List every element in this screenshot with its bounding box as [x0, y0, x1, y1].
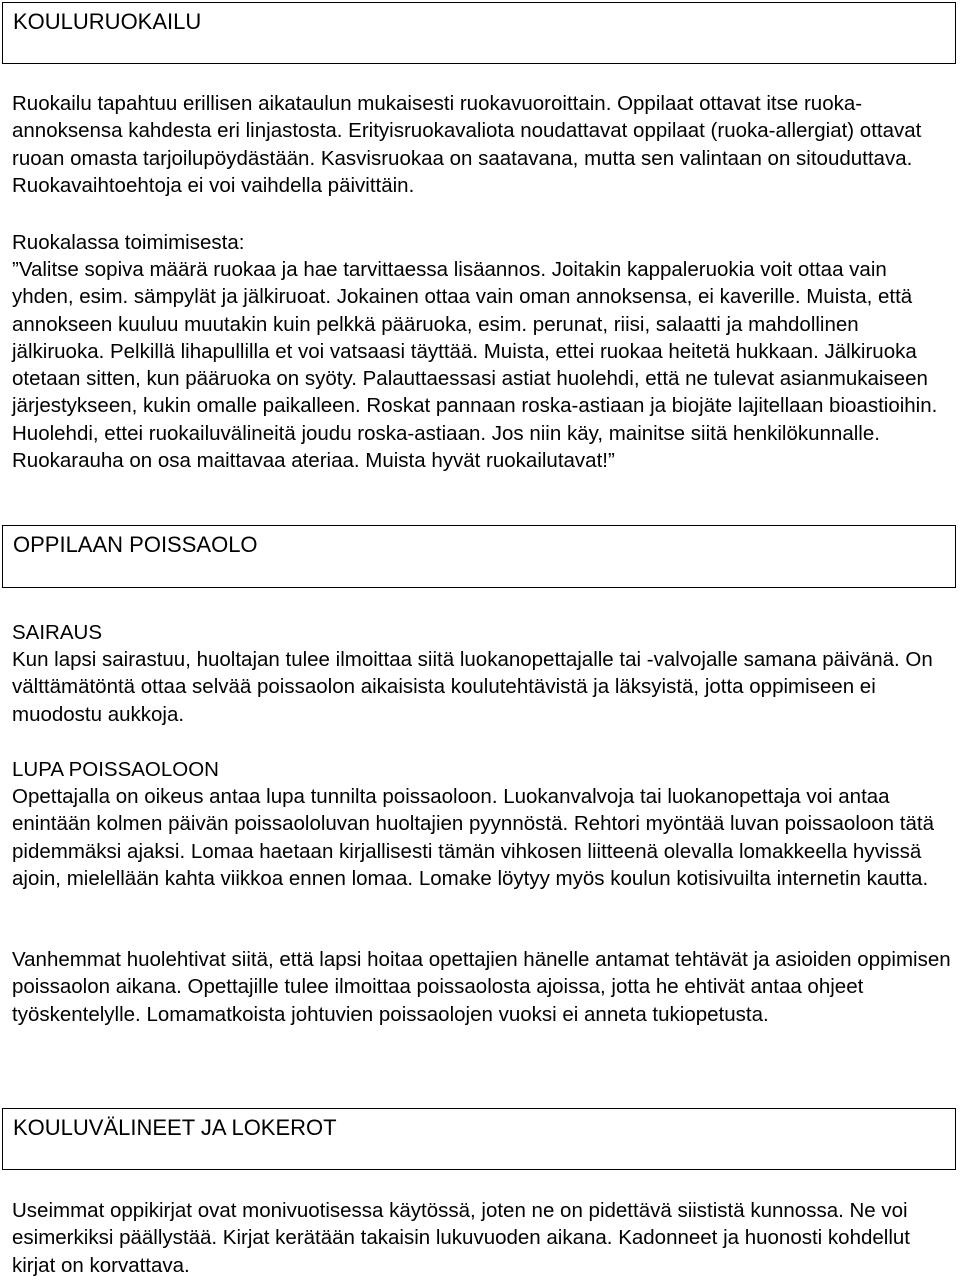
section-heading-kouluruokailu — [2, 2, 956, 64]
section-heading-text: KOULUVÄLINEET JA LOKEROT — [13, 1115, 337, 1140]
paragraph-lupa-poissaoloon: Opettajalla on oikeus antaa lupa tunnilta poissaoloon. Luokanvalvoja tai luokanopettaja voi antaa enintään kolmen päivän poissaololuvan huoltajien pyynnöstä. Rehtori myöntää luvan poissaoloon tätä pidemmäksi ajaksi. Lomaa haetaan kirjallisesti tämän vihkosen liitteenä olevalla lomakkeella hyvissä ajoin, mielellään kahta viikkoa ennen lomaa. Lomake löytyy myös koulun kotisivuilta internetin kautta. — [12, 785, 934, 890]
section-heading-text: OPPILAAN POISSAOLO — [13, 532, 258, 557]
paragraph-vanhemmat: Vanhemmat huolehtivat siitä, että lapsi hoitaa opettajien hänelle antamat tehtävät ja asioiden oppimisen poissaolon aikana. Opettajille tulee ilmoittaa poissaolosta ajoissa, jotta he ehtivät antaa ohjeet työskentelylle. Lomamatkoista johtuvien poissaolojen vuoksi ei anneta tukiopetusta. — [12, 948, 951, 1026]
section-heading-kouluvalineet — [2, 1108, 956, 1170]
paragraph-kouluvalineet: Useimmat oppikirjat ovat monivuotisessa käytössä, joten ne on pidettävä siististä kunnossa. Ne voi esimerkiksi päällystää. Kirjat kerätään takaisin lukuvuoden aikana. Kadonneet ja huonosti kohdellut kirjat on korvattava. — [12, 1199, 910, 1277]
paragraph-ruokalassa-toimimisesta: ”Valitse sopiva määrä ruokaa ja hae tarvittaessa lisäannos. Joitakin kappaleruokia voit ottaa vain yhden, esim. sämpylät ja jälkiruoat. Jokainen ottaa vain oman annoksensa, ei kaverille. Muista, että annokseen kuuluu muutakin kuin pelkkä pääruoka, esim. perunat, riisi, salaatti ja mahdollinen jälkiruoka. Pelkillä lihapullilla et voi vatsaasi täyttää. Muista, ettei ruokaa heitetä hukkaan. Jälkiruoka otetaan sitten, kun pääruoka on syöty. Palauttaessasi astiat huolehdi, että ne tulevat asianmukaiseen järjestykseen, kukin omalle paikalleen. Roskat pannaan roska-astiaan ja biojäte lajitellaan bioastioihin. Huolehdi, ettei ruokailuvälineitä joudu roska-astiaan. Jos niin käy, mainitse siitä henkilökunnalle. Ruokarauha on osa maittavaa ateriaa. Muista hyvät ruokailutavat!” — [12, 258, 938, 473]
section-heading-text: KOULURUOKAILU — [13, 9, 202, 34]
paragraph-sairaus: Kun lapsi sairastuu, huoltajan tulee ilmoittaa siitä luokanopettajalle tai -valvojalle samana päivänä. On välttämätöntä ottaa selvää poissaolon aikaisista koulutehtävistä ja läksyistä, jotta oppimiseen ei muodostu aukkoja. — [12, 648, 933, 726]
subheading-sairaus: SAIRAUS — [12, 621, 102, 644]
paragraph-title-ruokalassa: Ruokalassa toimimisesta: — [12, 231, 245, 254]
subheading-lupa-poissaoloon: LUPA POISSAOLOON — [12, 758, 219, 781]
section-heading-oppilaan-poissaolo — [2, 525, 956, 588]
paragraph-ruokailu: Ruokailu tapahtuu erillisen aikataulun mukaisesti ruokavuoroittain. Oppilaat ottavat itse ruoka-annoksensa kahdesta eri linjastosta. Erityisruokavaliota noudattavat oppilaat (ruoka-allergiat) ottavat ruoan omasta tarjoilupöydästään. Kasvisruokaa on saatavana, mutta sen valintaan on sitouduttava. Ruokavaihtoehtoja ei voi vaihdella päivittäin. — [12, 92, 922, 197]
